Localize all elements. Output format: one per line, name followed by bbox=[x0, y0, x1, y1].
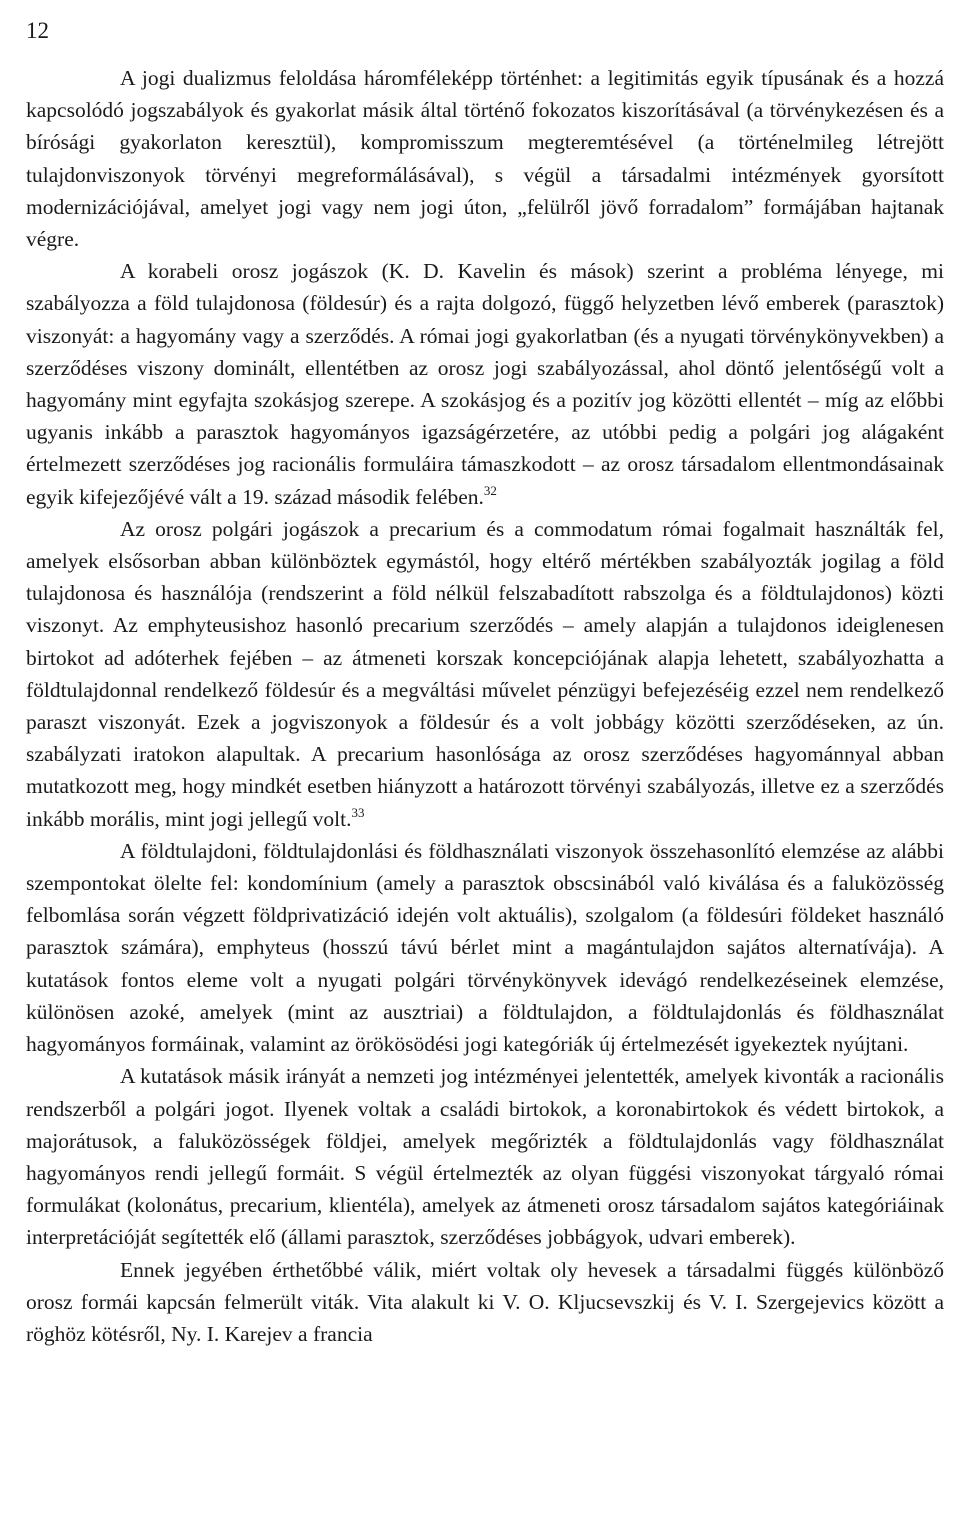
paragraph-6 bbox=[26, 1254, 944, 1351]
paragraph-3 bbox=[26, 513, 944, 835]
body-text bbox=[26, 62, 944, 1350]
paragraph-3-text: Az orosz polgári jogászok a precarium és a commodatum római fogalmait használták fel, amelyek elsősorban abban különböztek egymástól, hogy eltérő mértékben szabályozták jogilag a föld tulajdonosa és használója (rendszerint a föld nélkül felszabadított rabszolga és a földtulajdonos) közti viszonyt. Az emphyteusishoz hasonló precarium szerződés – amely alapján a tulajdonos ideiglenesen birtokot ad adóterhek fejében – az átmeneti korszak koncepciójának alapja lehetett, szabályozhatta a földtulajdonnal rendelkező földesúr és a megváltási művelet pénzügyi befejezéséig ezzel nem rendelkező paraszt viszonyát. Ezek a jogviszonyok a földesúr és a volt jobbágy közötti szerződéseken, az ún. szabályzati iratokon alapultak. A precarium hasonlósága az orosz szerződéses hagyománnyal abban mutatkozott meg, hogy mindkét esetben hiányzott a határozott törvényi szabályozás, illetve ez a szerződés inkább morális, mint jogi jellegű volt. bbox=[26, 516, 944, 831]
paragraph-5 bbox=[26, 1060, 944, 1253]
paragraph-2-text: A korabeli orosz jogászok (K. D. Kavelin és mások) szerint a probléma lényege, mi szabályozza a föld tulajdonosa (földesúr) és a rajta dolgozó, függő helyzetben lévő emberek (parasztok) viszonyát: a hagyomány vagy a szerződés. A római jogi gyakorlatban (és a nyugati törvénykönyvekben) a szerződéses viszony dominált, ellentétben az orosz jogi szabályozással, ahol döntő jelentőségű volt a hagyomány mint egyfajta szokásjog szerepe. A szokásjog és a pozitív jog közötti ellentét – míg az előbbi ugyanis inkább a parasztok hagyományos igazságérzetére, az utóbbi pedig a polgári jog alágaként értelmezett szerződéses jog racionális formuláira támaszkodott – az orosz társadalom ellentmondásainak egyik kifejezőjévé vált a 19. század második felében. bbox=[26, 259, 944, 509]
paragraph-6-text: Ennek jegyében érthetőbbé válik, miért voltak oly hevesek a társadalmi függés különböző orosz formái kapcsán felmerült viták. Vita alakult ki V. O. Kljucsevszkij és V. I. Szergejevics között a röghöz kötésről, Ny. I. Karejev a francia bbox=[26, 1257, 944, 1346]
paragraph-5-text: A kutatások másik irányát a nemzeti jog intézményei jelentették, amelyek kivonták a racionális rendszerből a polgári jogot. Ilyenek voltak a családi birtokok, a koronabirtokok és védett birtokok, a majorátusok, a faluközösségek földjei, amelyek megőrizték a földtulajdonlás vagy földhasználat hagyományos rendi jellegű formáit. S végül értelmezték az olyan függési viszonyokat tárgyaló római formulákat (kolonátus, precarium, klientéla), amelyek az átmeneti orosz társadalom sajátos kategóriáinak interpretációját segítették elő (állami parasztok, szerződéses jobbágyok, udvari emberek). bbox=[26, 1064, 944, 1250]
paragraph-4 bbox=[26, 835, 944, 1060]
paragraph-1 bbox=[26, 62, 944, 255]
page-number: 12 bbox=[26, 18, 49, 43]
paragraph-2 bbox=[26, 255, 944, 513]
footnote-marker-33[interactable]: 33 bbox=[351, 804, 365, 820]
paragraph-4-text: A földtulajdoni, földtulajdonlási és földhasználati viszonyok összehasonlító elemzése az alábbi szempontokat ölelte fel: kondomínium (amely a parasztok obscsinából való kiválása és a faluközösség felbomlása során végzett földprivatizáció idején volt aktuális), szolgalom (a földesúri földeket használó parasztok számára), emphyteus (hosszú távú bérlet mint a magántulajdon sajátos alternatívája). A kutatások fontos eleme volt a nyugati polgári törvénykönyvek idevágó rendelkezéseinek elemzése, különösen azoké, amelyek (mint az ausztriai) a földtulajdon, a földtulajdonlás és földhasználat hagyományos formáinak, valamint az örökösödési jogi kategóriák új értelmezését igyekeztek nyújtani. bbox=[26, 838, 944, 1057]
paragraph-1-text: A jogi dualizmus feloldása háromféleképp történhet: a legitimitás egyik típusának és a hozzá kapcsolódó jogszabályok és gyakorlat másik által történő fokozatos kiszorításával (a törvénykezésen és a bírósági gyakorlaton keresztül), kompromisszum megteremtésével (a történelmileg létrejött tulajdonviszonyok törvényi megreformálásával), s végül a társadalmi intézmények gyorsított modernizációjával, amelyet jogi vagy nem jogi úton, „felülről jövő forradalom” formájában hajtanak végre. bbox=[26, 66, 944, 252]
footnote-marker-32[interactable]: 32 bbox=[483, 482, 497, 498]
